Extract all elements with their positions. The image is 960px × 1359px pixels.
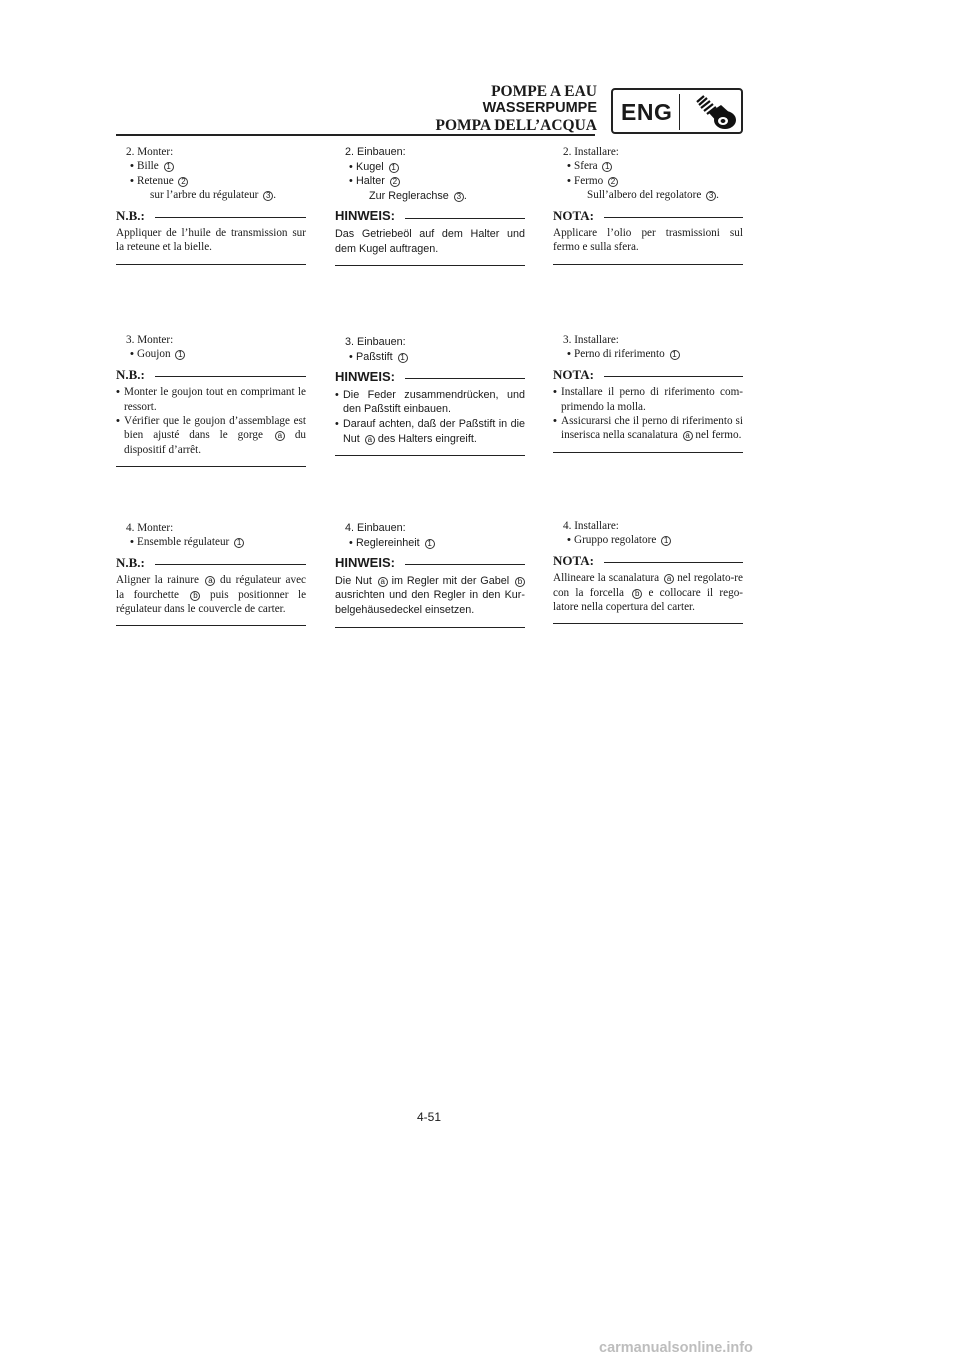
ref-number: 2 [390,177,400,187]
note-bullet: • Installare il perno di riferimento com-primendo la molla. [553,385,743,414]
ref-letter: b [632,589,642,599]
column-de-step3 [335,335,525,456]
note-end-rule [116,466,306,467]
list-item: • Bille 1 [116,159,306,173]
step-heading: 2. Installare: [563,146,619,158]
ref-number: 1 [234,538,244,548]
note-end-rule [335,455,525,456]
ref-letter: a [378,577,388,587]
note-bullet: • Assicurarsi che il perno di riferimento si inserisca nella scanalatura a nel fermo. [553,414,743,443]
list-item: • Gruppo regolatore 1 [553,533,743,547]
list-item: • Perno di riferimento 1 [553,347,743,361]
list-item: • Retenue 2 [116,174,306,188]
watermark: carmanualsonline.info [599,1340,753,1356]
list-item: • Fermo 2 [553,174,743,188]
step-heading: 3. Monter: [126,334,174,346]
note-header: N.B.: [116,209,306,223]
ref-letter: a [275,431,285,441]
list-subitem: Sull’albero del regolatore 3 . [587,189,719,202]
note-end-rule [335,265,525,266]
note-header: NOTA: [553,368,743,382]
ref-letter: a [205,576,215,586]
step-heading: 4. Einbauen: [345,522,406,534]
de-step-3 [335,335,525,364]
list-item: • Sfera 1 [553,159,743,173]
spring-shaft-icon [687,93,739,131]
eng-badge [611,88,743,134]
note-end-rule [116,264,306,265]
note-text: Appliquer de l’huile de transmission sur la reteune et la bielle. [116,227,306,254]
ref-number: 1 [670,350,680,360]
step-heading: 2. Monter: [126,146,174,158]
step-heading: 3. Installare: [563,334,619,346]
step-heading: 4. Monter: [126,522,174,534]
note-header: HINWEIS: [335,370,525,385]
ref-letter: a [664,574,674,584]
note-bullet: • Die Feder zusammendrücken, und den Paßstift einbauen. [335,388,525,417]
list-item: • Reglereinheit 1 [335,536,525,551]
column-fr-step4 [116,521,306,626]
ref-number: 2 [608,177,618,187]
ref-number: 1 [175,350,185,360]
list-item: • Halter 2 [335,174,525,189]
ref-number: 2 [178,177,188,187]
title-de: WASSERPUMPE [482,100,597,116]
note-bullet: • Monter le goujon tout en comprimant le ressort. [116,385,306,414]
ref-letter: b [190,591,200,601]
section-titles [436,83,597,134]
ref-number: 1 [389,163,399,173]
ref-number: 1 [398,353,408,363]
ref-number: 1 [425,539,435,549]
ref-letter: a [365,435,375,445]
header-rule [116,134,595,136]
it-step-2 [553,145,743,203]
page-number: 4-51 [417,1110,442,1124]
note-end-rule [335,627,525,628]
list-subitem: sur l’arbre du régulateur 3 . [150,189,276,202]
note-end-rule [553,452,743,453]
note-header: N.B.: [116,368,306,382]
ref-number: 3 [706,191,716,201]
step-heading: 3. Einbauen: [345,336,406,348]
note-text: Die Nut a im Regler mit der Gabel b ausrichten und den Regler in den Kur-belgehäusedeckel einsetzen. [335,574,525,616]
note-end-rule [553,264,743,265]
de-step-2 [335,145,525,203]
note-end-rule [116,625,306,626]
ref-number: 3 [454,192,464,202]
de-step-4 [335,521,525,550]
column-fr [116,145,306,265]
note-header: NOTA: [553,554,743,568]
fr-step-2 [116,145,306,203]
note-header: N.B.: [116,556,306,570]
column-de [335,145,525,266]
note-bullet: • Darauf achten, daß der Paßstift in die Nut a des Halters eingreift. [335,417,525,446]
note-text: Das Getriebeöl auf dem Halter und dem Kugel auftragen. [335,227,525,255]
column-it-step4 [553,519,743,624]
it-step-3 [553,333,743,362]
it-step-4 [553,519,743,548]
note-bullet: • Vérifier que le goujon d’assemblage est bien ajusté dans le gorge a du dispositif d’arrêt. [116,414,306,457]
note-header: HINWEIS: [335,209,525,224]
ref-number: 1 [164,162,174,172]
ref-number: 3 [263,191,273,201]
column-it [553,145,743,265]
list-item: • Ensemble régulateur 1 [116,535,306,549]
ref-letter: a [683,431,693,441]
list-item: • Paßstift 1 [335,350,525,365]
step-heading: 2. Einbauen: [345,146,406,158]
note-text: Allineare la scanalatura a nel regolato-re con la forcella b e collocare il rego-latore nella copertura del carter. [553,572,744,614]
ref-number: 1 [602,162,612,172]
ref-letter: b [515,577,525,587]
note-text: Aligner la rainure a du régulateur avec la fourchette b puis positionner le régulateur dans le couvercle de carter. [116,574,307,616]
list-subitem: Zur Reglerachse 3 . [369,189,467,202]
badge-divider [679,94,680,130]
column-it-step3 [553,333,743,453]
note-text: Applicare l’olio per trasmissioni sul fermo e sulla sfera. [553,227,743,254]
column-de-step4 [335,521,525,628]
fr-step-3 [116,333,306,362]
step-heading: 4. Installare: [563,520,619,532]
note-header: NOTA: [553,209,743,223]
note-header: HINWEIS: [335,556,525,571]
eng-label: ENG [621,99,673,125]
note-end-rule [553,623,743,624]
title-fr: POMPE A EAU [491,83,597,100]
list-item: • Kugel 1 [335,160,525,175]
title-it: POMPA DELL’ACQUA [435,117,597,134]
list-item: • Goujon 1 [116,347,306,361]
ref-number: 1 [661,536,671,546]
column-fr-step3 [116,333,306,467]
fr-step-4 [116,521,306,550]
